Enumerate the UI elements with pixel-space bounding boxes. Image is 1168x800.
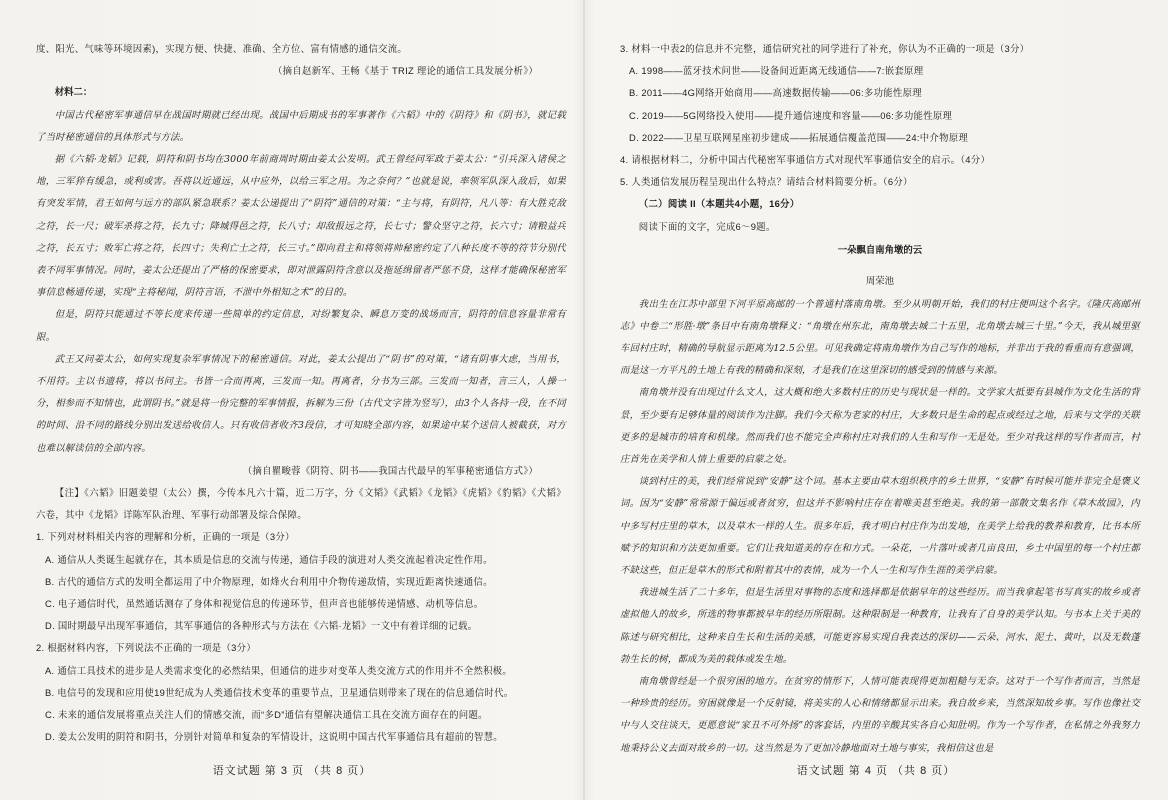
article-para-4: 我进城生活了二十多年，但是生活里对事物的态度和选择都是依据早年的这些经历。而当我拿起笔书写真实的故乡或者虚拟他人的故乡，所选的物事都被早年的经历所限制。这种限制是一种教育，让我有了自身的美学认知。与书本上关于美的陈述与研究相比，这种来自生长和生活的美感，可能更容易实现自我表达的深切——云朵、河水、泥土、黄叶，以及无数蓬勃生长的树，都成为美的载体或发生地。 xyxy=(620,587,1140,665)
source-citation-2: （摘自瞿畯蓉《阴符、阴书——我国古代最早的军事秘密通信方式》） xyxy=(242,464,538,476)
question-3-option-c: C. 2019——5G网络投入使用——提升通信速度和容量——06:多功能性原理 xyxy=(629,109,953,121)
question-1-option-a: A. 通信从人类诞生起就存在，其本质是信息的交流与传递，通信手段的演进对人类交流起着决定性作用。 xyxy=(45,553,493,565)
section-heading-reading-2: （二）阅读 II（本题共4小题，16分） xyxy=(638,198,800,210)
article-para-3: 谈到村庄的美，我们经常说到“安静”这个词。基本主要由草木组织秩序的乡土世界，“安静”有时候可能并非完全是褒义词。因为“安静”常常源于偏远或者贫穷，但这并不影响村庄存在着唯美甚至绝美。我的第一部散文集名作《草木故园》，内中多写村庄里的草木，以及草木一样的人生。很多年后，我才明白村庄作为出发地，在美学上给我的教养和教育，比书本所赋予的知识和方法更加重要。它们让我知道美的存在和方式。一朵花，一片落叶或者几亩良田，乡土中国里的每一个村庄都不缺这些，但正是草木的形式和附着其中的表情，成为一个人一生和写作生涯的美学启蒙。 xyxy=(620,476,1140,577)
article-para-2: 南角墩并没有出现过什么文人，这大概和绝大多数村庄的历史与现状是一样的。文学家大抵要有县城作为文化生活的背景，至少要有足够体量的阅读作为注脚。我们今天称为老家的村庄，大多数只是生命的起点或经过之地，后来与文学的关联更多的是城市的培育和机缘。然而我们也不能完全声称村庄对我们的人生和写作一无是处。至少对我这样的写作者而言，村庄首先在美学和人情上重要的启蒙之处。 xyxy=(620,387,1140,466)
article-para-1: 我出生在江苏中部里下河平原高邮的一个普通村落南角墩。至少从明朝开始，我们的村庄便叫这个名字。《隆庆高邮州志》中卷二“形胜·墩”条目中有南角墩释义：“角墩在州东北，南角墩去城二十五里，北角墩去城三十里。”今天，我从城里驱车回村庄时，精确的导航显示距离为12.5公里。可见我确定将南角墩作为自己写作的地标，并非出于我的看重而有意强调，而是这一方平凡的土地上有我的精确和深刻，才是我们在这里深切的感受到的情感与来源。 xyxy=(620,298,1140,377)
article-title: 一朵飘自南角墩的云 xyxy=(837,244,923,256)
question-4: 4. 请根据材料二，分析中国古代秘密军事通信方式对现代军事通信安全的启示。（4分） xyxy=(620,154,991,166)
material-two-para-2: 据《六韬·龙韬》记载，阴符和阴书均在3000年前商周时期由姜太公发明。武王曾经问军政于姜太公：“引兵深入诸侯之地，三军猝有缓急，或利或害。吾将以近通远，从中应外，以给三军之用。为之奈何？”也就是说，率领军队深入敌后，如果有突发军情，君王如何与远方的部队紧急联系？姜太公递提出了“阴符”通信的对策：“主与将，有阴符，凡八等：有大胜克敌之符，长一尺；破军杀将之符，长九寸；降城得邑之符，长八寸；却敌报远之符，长七寸；警众坚守之符，长六寸；请粮益兵之符，长五寸；败军亡将之符，长四寸；失利亡士之符，长三寸。”即向君主和将领将帅秘密约定了八种长度不等的符节分别代表不同军事情况。同时，姜太公还提出了严格的保密要求，即对泄露阴符含意以及拖延缉留者严惩不贷，这样才能确保秘密军事信息畅通传递，实现“主将秘闻，阴符言语，不泄中外相知之术”的目的。 xyxy=(36,154,566,299)
page-3-footer: 语文试题 第 3 页 （共 8 页） xyxy=(212,765,372,777)
question-1-option-c: C. 电子通信时代，虽然通话测存了身体和视觉信息的传递环节，但声音也能够传递情感、动机等信息。 xyxy=(45,598,484,610)
question-1-option-b: B. 古代的通信方式的发明全都运用了中介物原理，如烽火台利用中介物传递敌情，实现近距离快速通信。 xyxy=(45,575,493,587)
article-para-5: 南角墩曾经是一个很穷困的地方。在贫穷的情形下，人情可能表现得更加粗糙与无奈。这对于一个写作者而言，当然是一种珍贵的经历。穷困就像是一个反射镜，将美实的人心和情绪都显示出来。我自故乡来，当然深知故乡事。写作也像社交中与人交往谈天，更愿意说“家丑不可外扬”的客套话，内里的辛酸其实各自心知肚明。作为一个写作者，在私情之外我努力地秉持公义去面对故乡的一切。这当然是为了更加冷静地面对土地与事实，我相信这也是 xyxy=(620,676,1140,754)
question-3-option-a: A. 1998——蓝牙技术问世——设备间近距离无线通信——7:嵌套原理 xyxy=(629,65,924,77)
question-2-option-c: C. 未来的通信发展将重点关注人们的情感交流，而“多D”通信有望解决通信工具在交流方面存在的问题。 xyxy=(45,709,488,721)
material-two-para-1: 中国古代秘密军事通信早在战国时期就已经出现。战国中后期成书的军事著作《六韬》中的《阴符》和《阴书》，就记载了当时秘密通信的具体形式与方法。 xyxy=(36,109,566,143)
page-4 xyxy=(584,0,1168,800)
source-citation-1: （摘自赵新军、王畅《基于 TRIZ 理论的通信工具发展分析》） xyxy=(272,65,538,77)
question-2-option-d: D. 姜太公发明的阴符和阴书，分别针对简单和复杂的军情设计，这说明中国古代军事通信具有超前的智慧。 xyxy=(45,731,503,743)
material-two-para-4: 武王又问姜太公，如何实现复杂军事情况下的秘密通信。对此，姜太公提出了“阴书”的对策，“诸有阴事大虑，当用书，不用符。主以书遗将，将以书问主。书皆一合而再离，三发而一知。再离者，分书为三部。三发而一知者，言三人，人操一分，相参而不知情也，此谓阴书。”就是将一份完整的军事情报，拆解为三份（古代文字皆为竖写），由3个人各持一段，在不同的时间、沿不同的路线分别出发送给收信人。只有收信者收齐3段信，才可知晓全部内容，如果途中某个送信人被截获，对方也难以解读信的全部内容。 xyxy=(36,353,566,454)
question-2-option-b: B. 电信号的发现和应用使19世纪成为人类通信技术变革的重要节点，卫星通信则带来了现在的信息通信时代。 xyxy=(45,686,514,698)
question-3-option-d: D. 2022——卫星互联网星座初步建成——拓展通信覆盖范围——24:中介物原理 xyxy=(629,131,969,143)
page-4-footer: 语文试题 第 4 页 （共 8 页） xyxy=(796,765,956,777)
reading-instruction: 阅读下面的文字，完成6～9题。 xyxy=(638,220,776,232)
question-1-option-d: D. 国时期最早出现军事通信，其军事通信的各种形式与方法在《六韬·龙韬》一文中有着详细的记载。 xyxy=(45,620,478,632)
material-two-para-3: 但是，阴符只能通过不等长度来传递一些简单的约定信息，对纷繁复杂、瞬息万变的战场而言，阴符的信息容量非常有限。 xyxy=(36,309,566,343)
note: 【注】《六韬》旧题姜望（太公）撰，今传本凡六十篇，近二万字，分《文韬》《武韬》《龙韬》《虎韬》《豹韬》《犬韬》六卷，其中《龙韬》详陈军队治理、军事行动部署及综合保障。 xyxy=(36,487,566,521)
question-3-option-b: B. 2011——4G网络开始商用——高速数据传输——06:多功能性原理 xyxy=(629,87,922,99)
question-2-option-a: A. 通信工具技术的进步是人类需求变化的必然结果，但通信的进步对变革人类交流方式的作用并不全然积极。 xyxy=(45,664,513,676)
question-3: 3. 材料一中表2的信息并不完整，通信研究社的同学进行了补充，你认为不正确的一项是（3分） xyxy=(620,43,1030,54)
question-5: 5. 人类通信发展历程呈现出什么特点？请结合材料简要分析。（6分） xyxy=(620,176,913,188)
question-2: 2. 根据材料内容，下列说法不正确的一项是（3分） xyxy=(36,642,257,654)
question-1: 1. 下列对材料相关内容的理解和分析，正确的一项是（3分） xyxy=(36,531,295,543)
material-one-tail: 度、阳光、气味等环境因素)，实现方便、快捷、准确、全方位、富有情感的通信交流。 xyxy=(36,43,408,54)
material-two-heading: 材料二： xyxy=(54,87,93,99)
article-author: 周荣池 xyxy=(865,276,895,288)
